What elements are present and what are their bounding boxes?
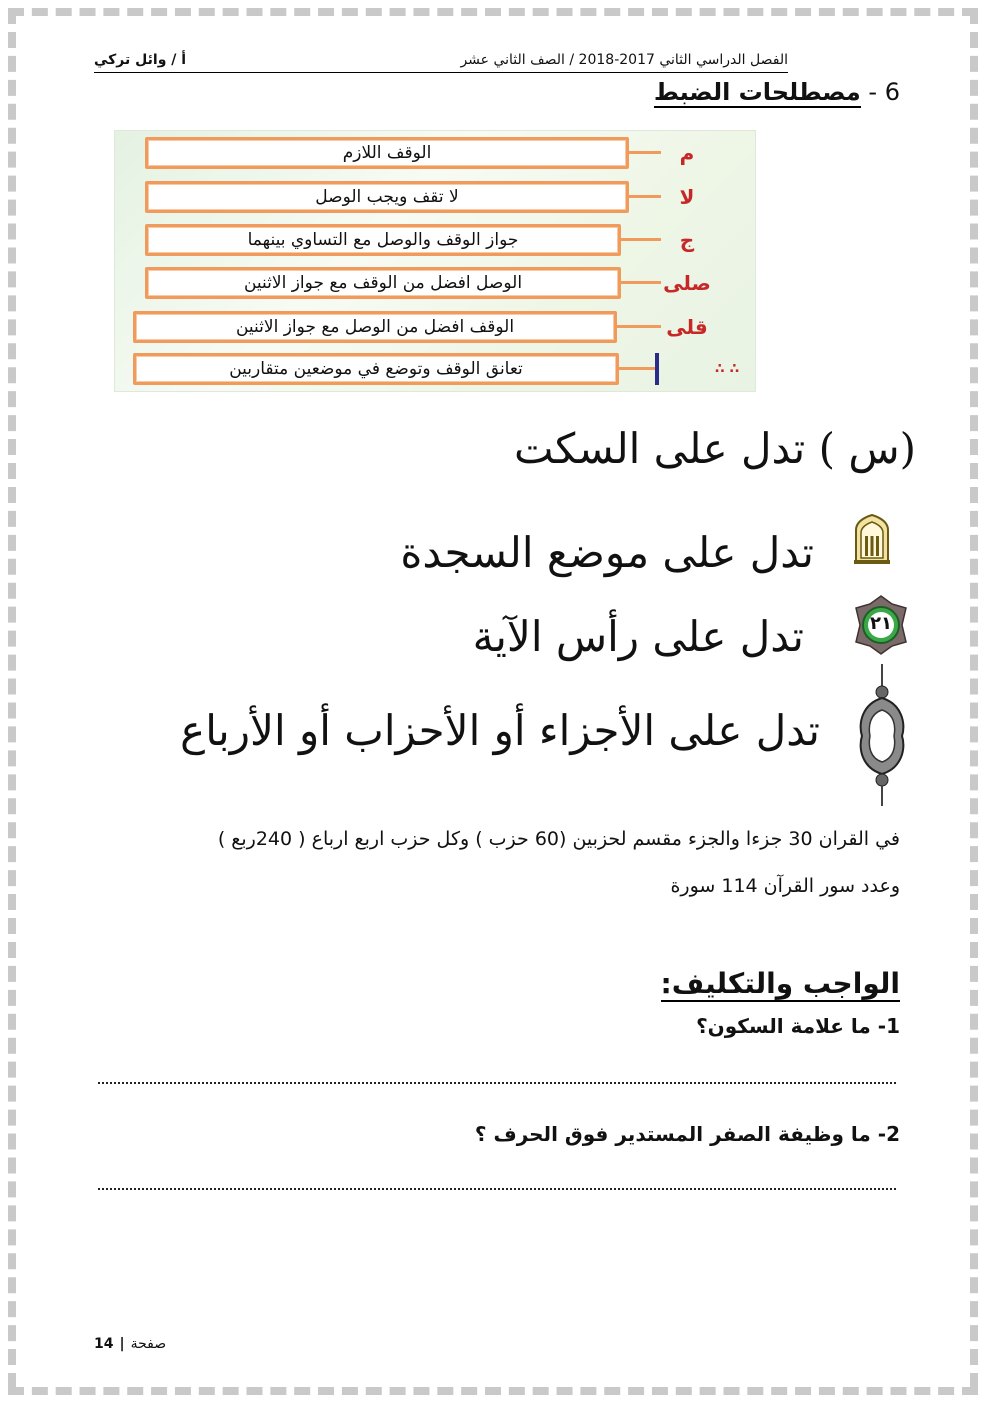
sajda-mark-line: تدل على موضع السجدة <box>400 528 814 577</box>
term-meaning: تعانق الوقف وتوضع في موضعين متقاربين <box>133 353 619 385</box>
section-number: 6 - <box>868 78 900 106</box>
quran-division-info: في القران 30 جزءا والجزء مقسم لحزبين (60 حزب ) وكل حزب اربع ارباع ( 240ربع ) <box>217 828 900 850</box>
page-frame-right <box>970 8 978 1389</box>
answer-line-2[interactable] <box>98 1188 896 1190</box>
sakt-mark-line: (س ) تدل على السكت <box>513 424 916 473</box>
section-title-text: مصطلحات الضبط <box>653 78 861 106</box>
hizb-ornament-icon <box>856 664 908 806</box>
page-separator: | <box>119 1336 125 1352</box>
question-1: 1- ما علامة السكون؟ <box>696 1014 900 1038</box>
term-meaning: الوقف اللازم <box>145 137 629 169</box>
header-semester: الفصل الدراسي الثاني 2017-2018 / الصف الثاني عشر <box>460 52 788 68</box>
page-footer <box>94 1336 166 1352</box>
ayah-number: ٢١ <box>870 613 892 634</box>
term-meaning: لا تقف ويجب الوصل <box>145 181 629 213</box>
term-symbol: ∴ ∴ <box>714 361 740 377</box>
page-frame-bottom <box>8 1387 978 1395</box>
term-connector <box>617 325 661 328</box>
term-bar-mark <box>655 353 659 385</box>
header-teacher: أ / وائل تركي <box>94 52 187 68</box>
term-meaning: الوقف افضل من الوصل مع جواز الاثنين <box>133 311 617 343</box>
term-connector <box>629 151 661 154</box>
term-connector <box>629 195 661 198</box>
term-symbol: لا <box>679 185 695 209</box>
section-title <box>654 78 900 106</box>
page-frame-top <box>8 8 978 16</box>
hizb-mark-line: تدل على الأجزاء أو الأحزاب أو الأرباع <box>180 706 820 755</box>
term-row <box>115 181 755 217</box>
term-symbol: ج <box>679 228 695 252</box>
page-header <box>94 48 788 73</box>
answer-line-1[interactable] <box>98 1082 896 1084</box>
term-symbol: قلى <box>666 315 708 339</box>
term-row <box>115 267 755 303</box>
term-meaning: الوصل افضل من الوقف مع جواز الاثنين <box>145 267 621 299</box>
page-number: 14 <box>94 1336 114 1352</box>
quran-surah-count: وعدد سور القرآن 114 سورة <box>670 875 900 897</box>
homework-title: الواجب والتكليف: <box>661 968 900 1002</box>
term-row <box>115 353 755 389</box>
term-row <box>115 311 755 347</box>
term-meaning: جواز الوقف والوصل مع التساوي بينهما <box>145 224 621 256</box>
stop-marks-panel <box>114 130 756 392</box>
ayah-mark-line: تدل على رأس الآية <box>472 612 804 661</box>
term-symbol: م <box>679 141 695 165</box>
term-symbol: صلى <box>663 271 711 295</box>
question-2: 2- ما وظيفة الصفر المستدير فوق الحرف ؟ <box>474 1122 900 1146</box>
term-connector <box>621 238 661 241</box>
page-label: صفحة <box>130 1336 167 1352</box>
term-row <box>115 137 755 173</box>
term-connector <box>619 367 655 370</box>
page-frame-left <box>8 8 16 1389</box>
term-row <box>115 224 755 260</box>
sajda-icon <box>852 512 892 564</box>
ayah-end-icon <box>852 594 910 656</box>
term-connector <box>621 281 661 284</box>
